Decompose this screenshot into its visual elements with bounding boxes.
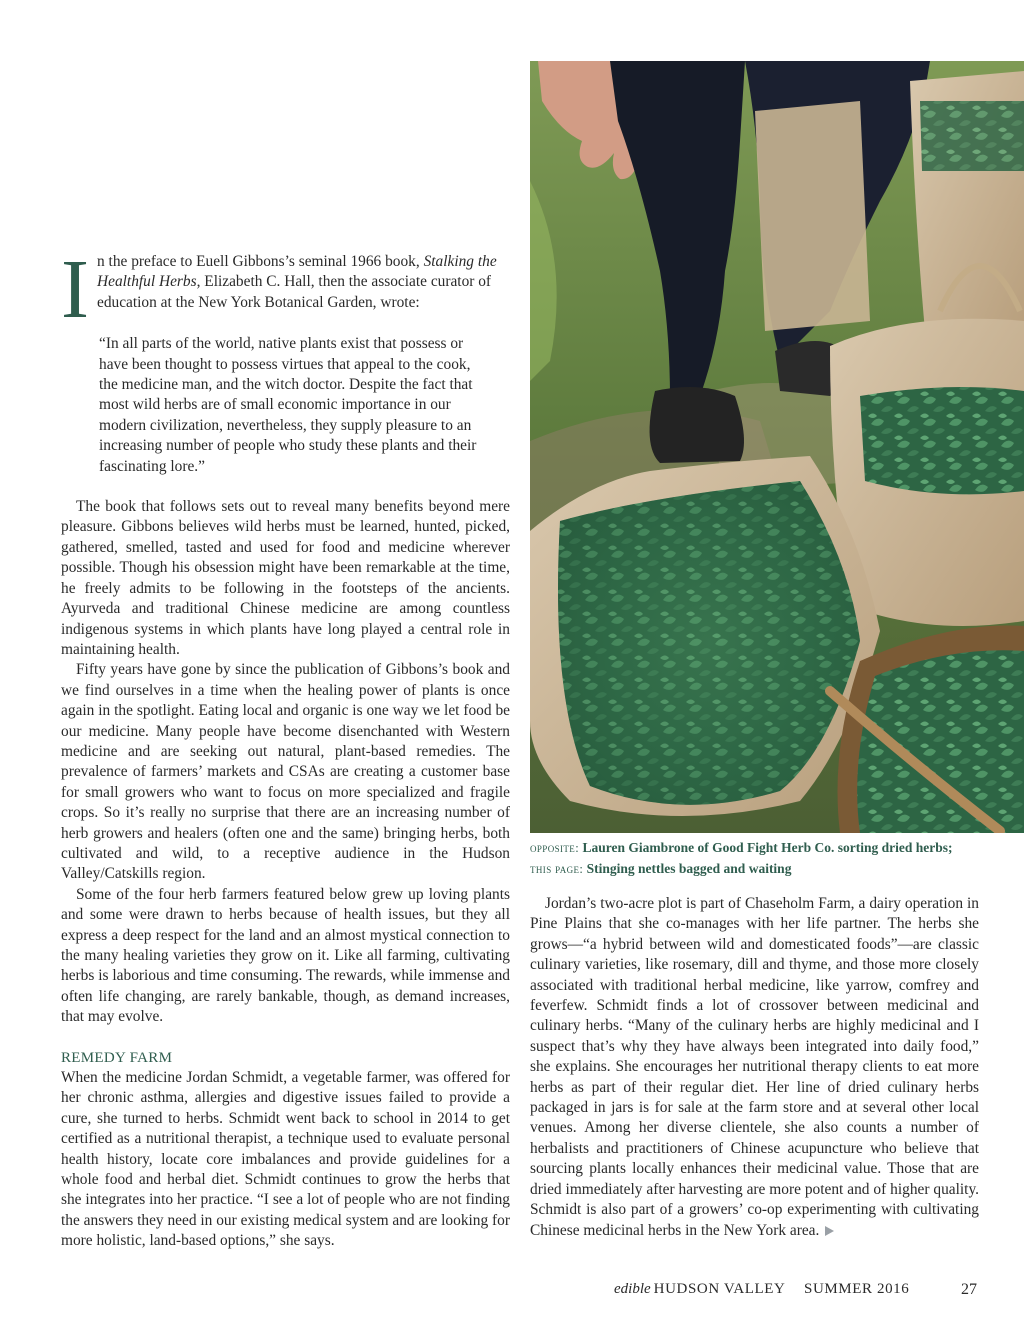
page-number: 27 <box>961 1281 977 1298</box>
body-paragraph-3: Some of the four herb farmers featured below grew up loving plants and some were drawn to herbs because of health issues, but they all express a deep respect for the land and an almost mystical connection to the many healing varieties they grow on it. Like all farming, cultivating herbs is laborious and time consuming. The rewards, while immense and often life changing, are rarely bankable, though, as demand increases, that may evolve. <box>61 885 510 1026</box>
caption-line-1 <box>530 838 1000 859</box>
intro-text-1: n the preface to Euell Gibbons’s seminal 1966 book, <box>97 253 424 270</box>
publication-name: HUDSON VALLEY <box>653 1281 786 1297</box>
book-title: Stalking the Healthful Herbs <box>97 253 497 291</box>
triangle-right-icon <box>825 1226 834 1236</box>
block-quote: “In all parts of the world, native plants exist that possess or have been thought to possess virtues that appeal to the cook, the medicine man, and the witch doctor. Despite the fact that most wild herbs are of small economic importance in our modern civilization, nevertheless, they supply pleasure to an increasing number of people who study these plants and their fascinating lore.” <box>99 335 477 475</box>
intro-text-2: , Elizabeth C. Hall, then the associate curator of education at the New York Botanical Garden, wrote: <box>97 273 492 311</box>
right-paragraph-text: Jordan’s two-acre plot is part of Chaseholm Farm, a dairy operation in Pine Plains that she co-manages with her life partner. The herbs she grows—“a hybrid between wild and domesticated foods”—are classic culinary varieties, like rosemary, dill and thyme, and those more closely associated with traditional herbal medicine, like yarrow, comfrey and feverfew. Schmidt finds a lot of crossover between medicinal and culinary herbs. “Many of the culinary herbs are highly medicinal and I suspect that’s why they have always been integrated into daily food,” she explains. She encourages her nutritional therapy clients to eat more herbs as part of their regular diet. Her line of dried culinary herbs packaged in jars is for sale at the farm store and at several other local venues. Among her diverse clientele, she also counts a number of herbalists and practitioners of Chinese acupuncture who believe that sourcing plants locally enhances their medicinal value. Those that are dried immediately after harvesting are more potent and of higher quality. Schmidt is also part of a growers’ co-op experimenting with cultivating Chinese medicinal herbs in the New York area. <box>530 895 979 1239</box>
remedy-paragraph: When the medicine Jordan Schmidt, a vegetable farmer, was offered for her chronic asthma, allergies and digestive issues failed to provide a cure, she turned to herbs. Schmidt went back to school in 2014 to get certified as a nutritional therapist, a technique used to evaluate personal health history, locate core imbalances and provide guidelines for a whole food and herbal diet. Schmidt continues to grow the herbs that she integrates into her practice. “I see a lot of people who are not finding the answers they need in our existing medical system and are looking for more holistic, land-based options,” she says. <box>61 1069 510 1250</box>
publication-edible: edible <box>614 1281 651 1297</box>
nettles-photo <box>530 61 1024 833</box>
issue-label: SUMMER 2016 <box>804 1281 910 1297</box>
right-column <box>530 894 979 1241</box>
caption-text-1: Lauren Giambrone of Good Fight Herb Co. sorting dried herbs; <box>582 840 953 855</box>
caption-label-opposite: opposite: <box>530 841 580 855</box>
body-paragraph-1: The book that follows sets out to reveal many benefits beyond mere pleasure. Gibbons believes wild herbs must be learned, hunted, picked, gathered, smelled, tasted and used for food and medicine wherever possible. Though his obsession might have been remarkable at the time, he freely admits to be following in the footsteps of the ancients. Ayurveda and traditional Chinese medicine are among countless indigenous systems in which plants have long played a central role in maintaining health. <box>61 498 510 658</box>
photo-illustration <box>530 61 1024 833</box>
photo-caption <box>530 838 1000 879</box>
page-footer <box>614 1281 984 1298</box>
left-column <box>61 243 510 1252</box>
drop-cap: I <box>61 243 89 336</box>
body-paragraph-2: Fifty years have gone by since the publication of Gibbons’s book and we find ourselves in a time when the healing power of plants is once again in the spotlight. Eating local and organic is one way we let food be our medicine. Many people have become disenchanted with Western medicine and are seeking out natural, plant-based remedies. The prevalence of farmers’ markets and CSAs are creating a customer base for small growers who want to focus on more specialized and fragile crops. So it’s really no surprise that there are an increasing number of herb growers and healers (often one and the same) bringing herbs, both cultivated and wild, to a receptive audience in the Hudson Valley/Catskills region. <box>61 661 510 883</box>
caption-line-2 <box>530 859 1000 880</box>
right-paragraph <box>530 894 979 1241</box>
intro-paragraph <box>61 243 510 336</box>
section-heading: REMEDY FARM <box>61 1049 173 1066</box>
caption-text-2: Stinging nettles bagged and waiting <box>586 860 792 876</box>
caption-label-this-page: this page: <box>530 861 584 876</box>
